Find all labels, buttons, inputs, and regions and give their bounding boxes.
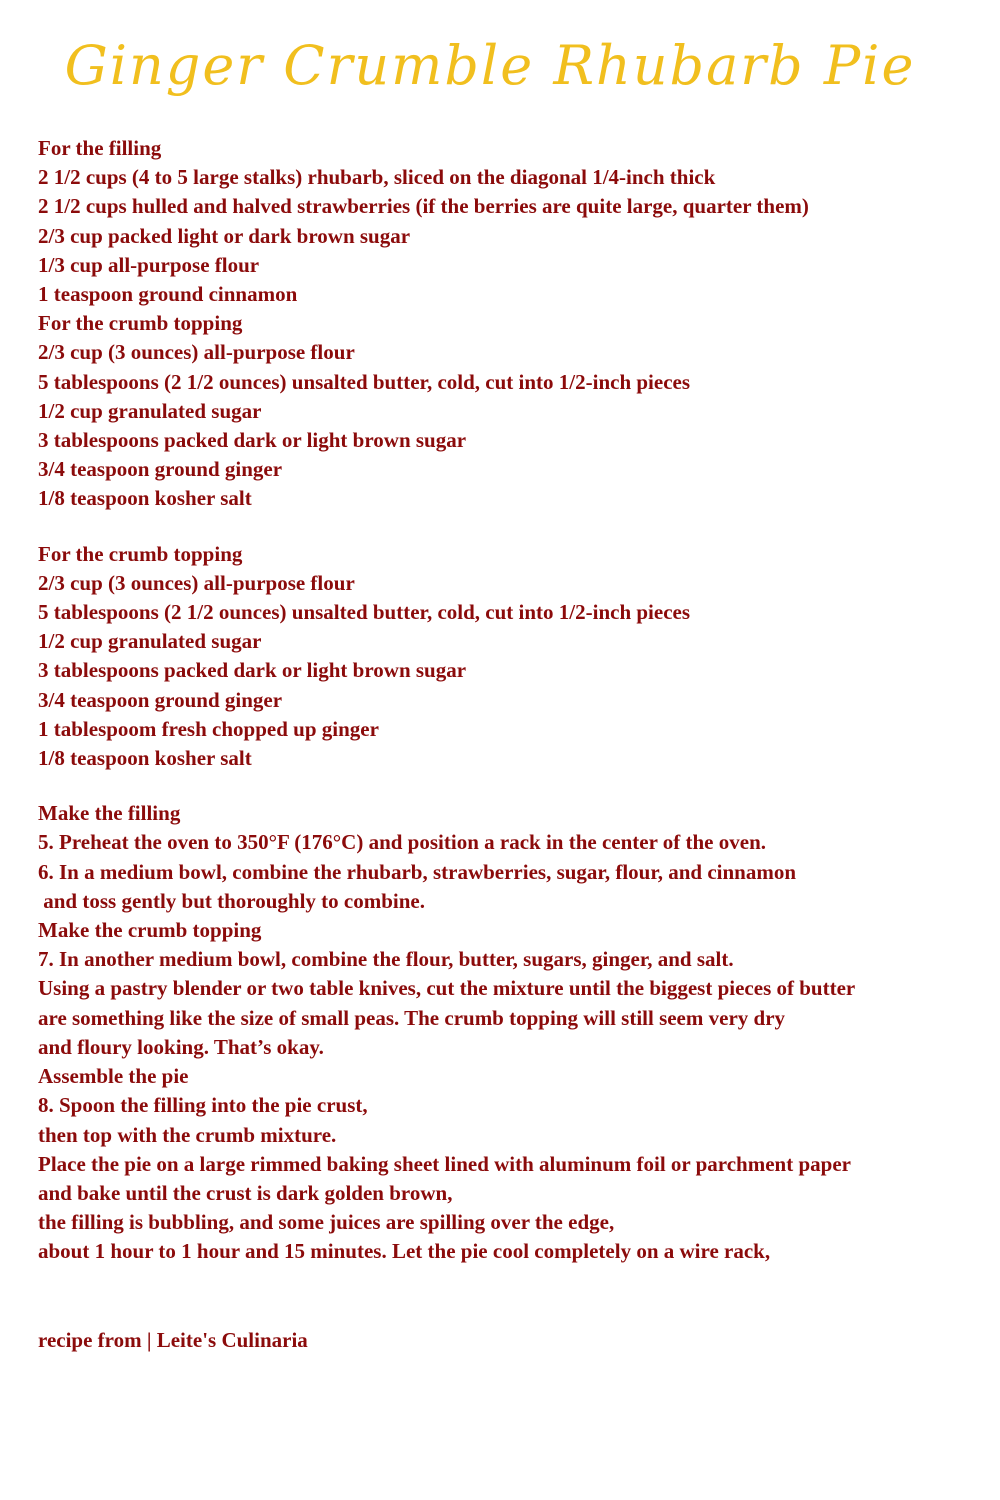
ingredient-line: 3/4 teaspoon ground ginger <box>38 687 283 712</box>
section-heading: Make the crumb topping <box>38 918 262 943</box>
directions-section <box>38 799 978 1266</box>
section-heading: Make the filling <box>38 801 181 826</box>
ingredient-line: 3/4 teaspoon ground ginger <box>38 457 283 482</box>
ingredient-line: 1/2 cup granulated sugar <box>38 398 262 423</box>
direction-line: 5. Preheat the oven to 350°F (176°C) and position a rack in the center of the oven. <box>38 830 767 855</box>
direction-line: and toss gently but thoroughly to combine. <box>38 888 426 913</box>
direction-line: the filling is bubbling, and some juices are spilling over the edge, <box>38 1210 615 1235</box>
ingredient-line: 3 tablespoons packed dark or light brown sugar <box>38 428 467 453</box>
ingredient-line: 1/8 teaspoon kosher salt <box>38 746 252 771</box>
ingredient-line: 1/3 cup all-purpose flour <box>38 252 260 277</box>
ingredients-section <box>38 134 978 514</box>
direction-line: and bake until the crust is dark golden brown, <box>38 1180 453 1205</box>
direction-line: are something like the size of small peas. The crumb topping will still seem very dry <box>38 1005 786 1030</box>
ingredient-line: 5 tablespoons (2 1/2 ounces) unsalted butter, cold, cut into 1/2-inch pieces <box>38 600 691 625</box>
crumb-topping-section <box>38 540 978 774</box>
ingredient-line: 1/2 cup granulated sugar <box>38 629 262 654</box>
direction-line: then top with the crumb mixture. <box>38 1122 337 1147</box>
recipe-body <box>38 134 978 1355</box>
ingredient-line: 2/3 cup packed light or dark brown sugar <box>38 223 411 248</box>
direction-line: 7. In another medium bowl, combine the flour, butter, sugars, ginger, and salt. <box>38 947 734 972</box>
spacer <box>38 1267 978 1326</box>
ingredient-line: 2/3 cup (3 ounces) all-purpose flour <box>38 340 355 365</box>
ingredient-line: 2 1/2 cups hulled and halved strawberries (if the berries are quite large, quarter them) <box>38 194 809 219</box>
section-heading: For the crumb topping <box>38 311 243 336</box>
direction-line: 6. In a medium bowl, combine the rhubarb, strawberries, sugar, flour, and cinnamon <box>38 859 797 884</box>
ingredient-line: 2/3 cup (3 ounces) all-purpose flour <box>38 570 355 595</box>
ingredient-line: 1 tablespoom fresh chopped up ginger <box>38 716 379 741</box>
spacer <box>38 773 978 799</box>
ingredient-line: 1 teaspoon ground cinnamon <box>38 282 298 307</box>
direction-line: and floury looking. That’s okay. <box>38 1034 324 1059</box>
section-heading: For the crumb topping <box>38 541 243 566</box>
ingredient-line: 2 1/2 cups (4 to 5 large stalks) rhubarb, sliced on the diagonal 1/4-inch thick <box>38 165 716 190</box>
ingredient-line: 3 tablespoons packed dark or light brown sugar <box>38 658 467 683</box>
recipe-title: Ginger Crumble Rhubarb Pie <box>64 34 916 97</box>
direction-line: about 1 hour to 1 hour and 15 minutes. Let the pie cool completely on a wire rack, <box>38 1239 771 1264</box>
direction-line: Place the pie on a large rimmed baking sheet lined with aluminum foil or parchment paper <box>38 1151 851 1176</box>
ingredient-line: 1/8 teaspoon kosher salt <box>38 486 252 511</box>
direction-line: 8. Spoon the filling into the pie crust, <box>38 1093 368 1118</box>
recipe-credit: recipe from | Leite's Culinaria <box>38 1327 308 1352</box>
direction-line: Using a pastry blender or two table knives, cut the mixture until the biggest pieces of butter <box>38 976 856 1001</box>
section-heading: Assemble the pie <box>38 1064 189 1089</box>
spacer <box>38 514 978 540</box>
ingredient-line: 5 tablespoons (2 1/2 ounces) unsalted butter, cold, cut into 1/2-inch pieces <box>38 369 691 394</box>
section-heading: For the filling <box>38 136 162 160</box>
